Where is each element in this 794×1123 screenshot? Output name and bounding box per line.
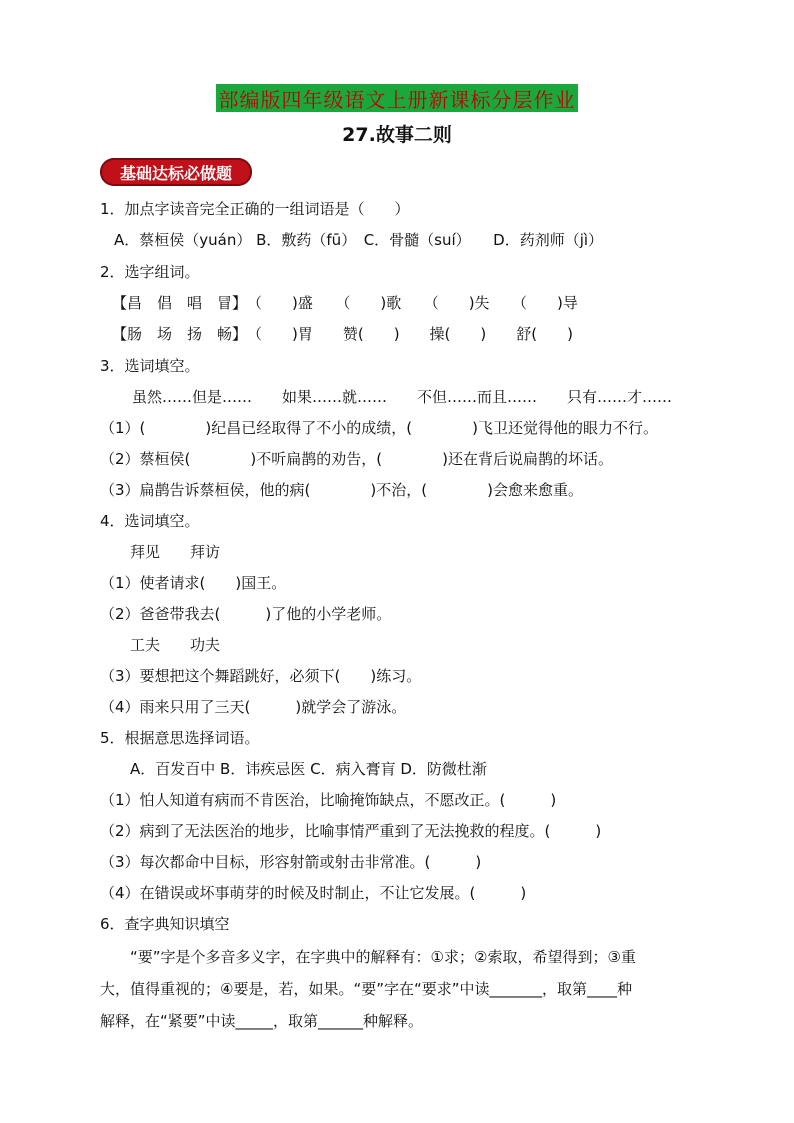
- q3-item: （3）扁鹊告诉蔡桓侯，他的病( )不治，( )会愈来愈重。: [100, 481, 583, 499]
- q3-stem: 3．选词填空。: [100, 357, 200, 375]
- q5-stem: 5．根据意思选择词语。: [100, 729, 260, 747]
- q6-paragraph-line: 解释，在“紧要”中读_____，取第______种解释。: [100, 1012, 424, 1030]
- q4-stem: 4．选词填空。: [100, 512, 200, 530]
- q4-item: （4）雨来只用了三天( )就学会了游泳。: [100, 698, 407, 716]
- q5-options: A．百发百中 B．讳疾忌医 C．病入膏肓 D．防微杜渐: [130, 760, 487, 778]
- q4-item: （3）要想把这个舞蹈跳好，必须下( )练习。: [100, 667, 422, 685]
- q5-item: （1）怕人知道有病而不肯医治，比喻掩饰缺点，不愿改正。( ): [100, 791, 557, 809]
- series-banner: 部编版四年级语文上册新课标分层作业: [216, 84, 578, 112]
- q4-word-group: 工夫 功夫: [130, 636, 221, 654]
- q6-paragraph-line: 大，值得重视的；④要是，若，如果。“要”字在“要求”中读_______，取第____种: [100, 980, 633, 998]
- q3-options: 虽然……但是…… 如果……就…… 不但……而且…… 只有……才……: [132, 388, 673, 406]
- q5-item: （2）病到了无法医治的地步，比喻事情严重到了无法挽救的程度。( ): [100, 822, 602, 840]
- q5-item: （3）每次都命中目标，形容射箭或射击非常准。( ): [100, 853, 482, 871]
- q1-stem: 1．加点字读音完全正确的一组词语是（ ）: [100, 200, 410, 218]
- q3-item: （2）蔡桓侯( )不听扁鹊的劝告，( )还在背后说扁鹊的坏话。: [100, 450, 613, 468]
- q2-stem: 2．选字组词。: [100, 263, 200, 281]
- q2-row1: 【昌 倡 唱 冒】 （ )盛 （ )歌 （ )失 （ )导: [112, 294, 578, 312]
- q2-row2: 【肠 场 扬 畅】 （ )胃 赞( ) 操( ) 舒( ): [112, 325, 573, 343]
- q4-item: （1）使者请求( )国王。: [100, 574, 287, 592]
- q6-paragraph-line: “要”字是个多音多义字，在字典中的解释有：①求；②索取，希望得到；③重: [130, 948, 636, 966]
- q1-options: A．蔡桓侯（yuán） B．敷药（fū） C．骨髓（suí） D．药剂师（jì）: [114, 231, 604, 249]
- q3-item: （1）( )纪昌已经取得了不小的成绩，( )飞卫还觉得他的眼力不行。: [100, 419, 658, 437]
- section-label-badge: 基础达标必做题: [100, 158, 252, 186]
- lesson-title: 27.故事二则: [342, 124, 452, 146]
- q4-item: （2）爸爸带我去( )了他的小学老师。: [100, 605, 392, 623]
- q5-item: （4）在错误或坏事萌芽的时候及时制止，不让它发展。( ): [100, 884, 527, 902]
- q4-word-group: 拜见 拜访: [130, 543, 221, 561]
- q6-stem: 6．查字典知识填空: [100, 915, 230, 933]
